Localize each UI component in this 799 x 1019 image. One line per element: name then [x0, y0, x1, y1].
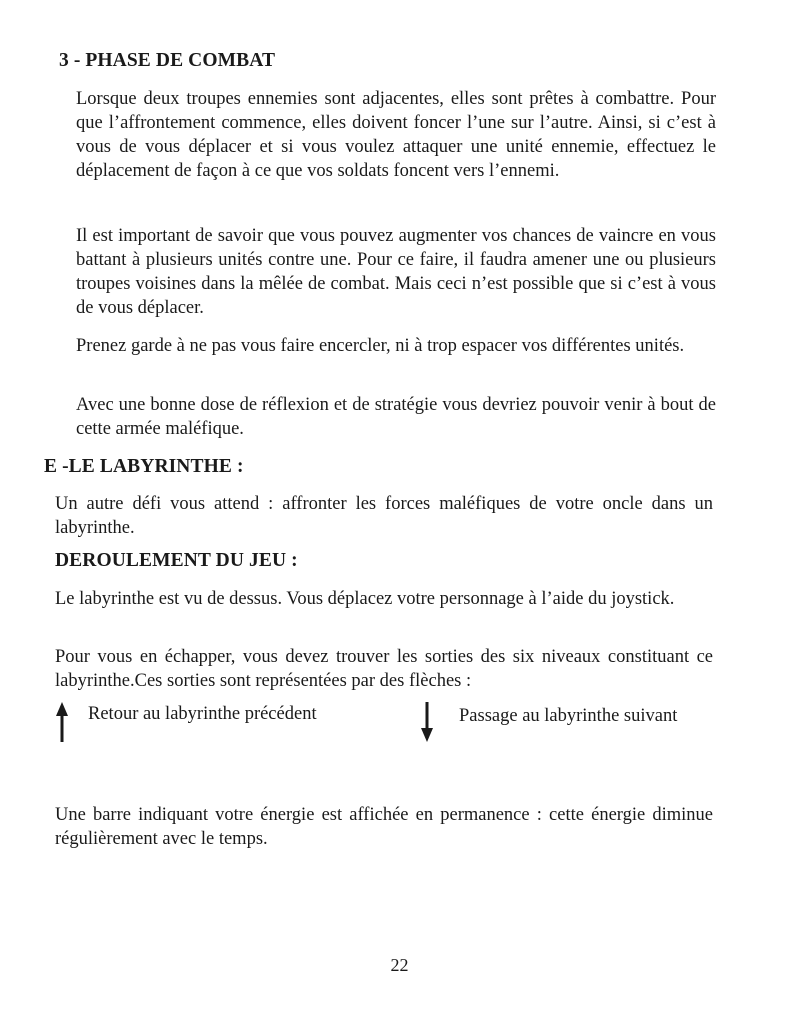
labyrinth-paragraph-2: Pour vous en échapper, vous devez trouver les sorties des six niveaux constituant ce labyrinthe.Ces sorties sont représentées par des flèches : — [55, 647, 713, 691]
combat-paragraph-2: Il est important de savoir que vous pouvez augmenter vos chances de vaincre en vous battant à plusieurs unités contre une. Pour ce faire, il faudra amener une ou plusieurs troupes voisines dans la mêlée de combat. Mais ceci n’est possible que si c’est à vous de vous déplacer. — [76, 226, 716, 318]
labyrinth-heading: E -LE LABYRINTHE : — [44, 456, 244, 477]
arrow-down-icon — [420, 702, 434, 742]
page-number: 22 — [390, 955, 409, 975]
combat-paragraph-1: Lorsque deux troupes ennemies sont adjacentes, elles sont prêtes à combattre. Pour que l’affrontement commence, elles doivent foncer l’une sur l’autre. Ainsi, si c’est à vous de vous déplacer et si vous voulez attaquer une unité ennemie, effectuez le déplacement de façon à ce que vos soldats foncent vers l’ennemi. — [76, 89, 716, 181]
arrow-legend-previous — [55, 702, 355, 742]
combat-phase-heading: 3 - PHASE DE COMBAT — [59, 50, 276, 71]
labyrinth-intro: Un autre défi vous attend : affronter les forces maléfiques de votre oncle dans un labyrinthe. — [55, 494, 713, 538]
combat-paragraph-3: Prenez garde à ne pas vous faire encercler, ni à trop espacer vos différentes unités. — [76, 336, 685, 356]
arrow-label-next: Passage au labyrinthe suivant — [459, 706, 678, 726]
arrow-legend — [55, 702, 715, 742]
arrow-legend-next — [420, 702, 715, 742]
game-flow-subheading: DEROULEMENT DU JEU : — [55, 550, 298, 571]
arrow-label-previous: Retour au labyrinthe précédent — [88, 704, 317, 724]
labyrinth-paragraph-1: Le labyrinthe est vu de dessus. Vous déplacez votre personnage à l’aide du joystick. — [55, 589, 675, 609]
combat-paragraph-4: Avec une bonne dose de réflexion et de stratégie vous devriez pouvoir venir à bout de cette armée maléfique. — [76, 395, 716, 439]
arrow-up-icon — [55, 702, 69, 742]
energy-note: Une barre indiquant votre énergie est affichée en permanence : cette énergie diminue régulièrement avec le temps. — [55, 805, 713, 849]
